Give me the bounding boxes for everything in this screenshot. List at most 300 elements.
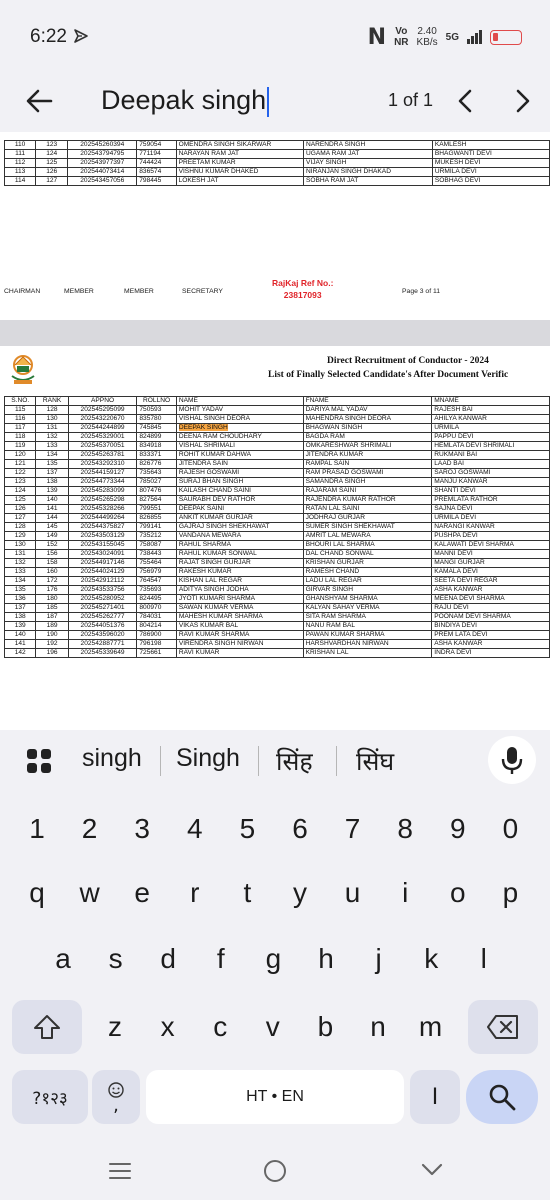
table-cell: ANKIT KUMAR GURJAR [176,514,303,523]
table-cell: 202545271401 [68,604,137,613]
table-cell: 764547 [137,577,176,586]
table-cell: VISHAL SINGH DEORA [176,415,303,424]
table-cell: RAJESH GOSWAMI [176,469,303,478]
table-cell: RAJARAM SAINI [303,487,432,496]
table-cell: 202543533756 [68,586,137,595]
key-4[interactable]: 4 [187,813,203,844]
table-cell: VANDANA MEWARA [176,532,303,541]
table-cell: 189 [36,622,68,631]
table-cell: 111 [5,150,36,159]
page1-table [4,140,550,186]
table-cell: MUKESH DEVI [432,159,549,168]
key-m[interactable]: m [418,1011,443,1042]
key-i[interactable]: i [402,877,409,908]
table-cell: RAKESH KUMAR [176,568,303,577]
table-cell: 202544773344 [68,478,137,487]
table-cell: 798445 [137,177,176,186]
table-cell: 804214 [137,622,176,631]
table-cell: 202542912112 [68,577,137,586]
table-row [5,586,550,595]
table-row [5,550,550,559]
table-cell: 112 [5,159,36,168]
signatory-member: MEMBER [64,288,94,295]
table-cell: 202545260394 [68,141,137,150]
table-cell: ADITYA SINGH JODHA [176,586,303,595]
table-cell: KAILASH CHAND SAINI [176,487,303,496]
table-cell: 202543024091 [68,550,137,559]
table-row [5,622,550,631]
table-cell: 142 [5,649,36,658]
document-title: Direct Recruitment of Conductor - 2024 [327,356,489,366]
key-t[interactable]: t [243,877,252,908]
table-row [5,604,550,613]
search-enter-key[interactable] [466,1070,538,1124]
table-cell: 124 [5,487,36,496]
table-cell: 799141 [137,523,176,532]
search-match-highlight: DEEPAK SINGH [178,424,228,431]
key-n[interactable]: n [370,1011,386,1042]
signatory-member: MEMBER [124,288,154,295]
table-cell: 202544375827 [68,523,137,532]
table-cell: VISHAL SHRIMALI [176,442,303,451]
table-cell: GIRVAR SINGH [303,586,432,595]
table-cell: 125 [36,159,68,168]
key-k[interactable]: k [424,943,439,974]
table-row [5,150,550,159]
column-header: FNAME [303,397,432,406]
key-0[interactable]: 0 [502,813,519,844]
table-cell: NANU RAM BAL [303,622,432,631]
table-cell: SAMANDRA SINGH [303,478,432,487]
table-cell: 172 [36,577,68,586]
table-cell: 824495 [137,595,176,604]
table-cell: 139 [36,487,68,496]
table-cell: BAGDA RAM [303,433,432,442]
table-cell: 129 [5,532,36,541]
table-cell: 128 [36,406,68,415]
table-cell: SITA RAM SHARMA [303,613,432,622]
table-cell: 745845 [137,424,176,433]
key-x[interactable]: x [160,1011,175,1042]
key-8[interactable]: 8 [397,813,413,844]
table-cell: 202543457056 [68,177,137,186]
table-cell: BHOURI LAL SHARMA [303,541,432,550]
table-cell: 824899 [137,433,176,442]
table-cell: RAHUL SHARMA [176,541,303,550]
table-cell: 202544499264 [68,514,137,523]
key-3[interactable]: 3 [134,813,150,844]
table-cell: LADU LAL REGAR [303,577,432,586]
table-cell: JODHRAJ GURJAR [303,514,432,523]
table-cell: HEMLATA DEVI SHRIMALI [432,442,550,451]
table-cell: PREMLATA RATHOR [432,496,550,505]
table-cell: 114 [5,177,36,186]
key-9[interactable]: 9 [450,813,466,844]
table-cell: 124 [36,150,68,159]
table-cell: 202544073414 [68,168,137,177]
next-match-button[interactable] [510,88,534,114]
table-cell [176,424,303,433]
pdf-page-4 [0,346,550,730]
shift-key[interactable] [12,1000,82,1054]
table-cell: ROHIT KUMAR DAHWA [176,451,303,460]
table-cell: 202544051376 [68,622,137,631]
key-c[interactable]: c [213,1011,228,1042]
table-cell: 123 [5,478,36,487]
table-row [5,505,550,514]
table-row [5,640,550,649]
table-cell: BHAGWAN SINGH [303,424,432,433]
column-header: RANK [36,397,68,406]
table-cell: SAURABH DEV RATHOR [176,496,303,505]
document-viewer[interactable] [0,132,550,730]
table-cell: OMENDRA SINGH SIKARWAR [176,141,303,150]
table-cell: RATAN LAL SAINI [303,505,432,514]
table-cell: 202543220670 [68,415,137,424]
table-cell: 160 [36,568,68,577]
key-y[interactable]: y [293,877,307,908]
key-o[interactable]: o [450,877,466,908]
table-cell: MAHESH KUMAR SHARMA [176,613,303,622]
key-j[interactable]: j [375,943,382,974]
text-cursor [267,87,269,117]
table-row [5,559,550,568]
table-row [5,514,550,523]
table-cell: 190 [36,631,68,640]
key-l[interactable]: l [480,943,487,974]
table-cell: GAJRAJ SINGH SHEKHAWAT [176,523,303,532]
speed-unit: KB/s [416,37,438,48]
table-cell: RAJENDRA KUMAR RATHOR [303,496,432,505]
table-cell: 834918 [137,442,176,451]
find-in-page-bar [0,76,550,132]
key-d[interactable]: d [160,943,176,974]
table-row [5,433,550,442]
table-cell: 137 [5,604,36,613]
table-cell: SURAJ BHAN SINGH [176,478,303,487]
table-cell: VISHNU KUMAR DHAKED [176,168,303,177]
table-cell: 202545263781 [68,451,137,460]
table-cell: 141 [5,640,36,649]
table-cell: 140 [36,496,68,505]
table-cell: 115 [5,406,36,415]
table-cell: 755464 [137,559,176,568]
table-cell: RUKMANI BAI [432,451,550,460]
search-query: Deepak singh [101,85,267,115]
key-1[interactable]: 1 [29,813,45,844]
table-cell: SHANTI DEVI [432,487,550,496]
send-arrow-icon [72,27,90,45]
table-cell: 807476 [137,487,176,496]
table-cell: 133 [5,568,36,577]
table-cell: RAJU DEVI [432,604,550,613]
key-p[interactable]: p [502,877,519,908]
table-cell: BINDIYA DEVI [432,622,550,631]
table-cell: 141 [36,505,68,514]
key-r[interactable]: r [190,877,200,908]
table-cell: SAROJ GOSWAMI [432,469,550,478]
key-e[interactable]: e [134,877,150,908]
table-cell: 202545283099 [68,487,137,496]
table-cell: 137 [36,469,68,478]
battery-icon [490,30,522,45]
backspace-key[interactable] [468,1000,538,1054]
table-cell: SUMER SINGH SHEKHAWAT [303,523,432,532]
key-b[interactable]: b [317,1011,334,1042]
table-cell: 123 [36,141,68,150]
table-cell: DARIYA MAL YADAV [303,406,432,415]
table-cell: 130 [36,415,68,424]
table-cell: 202545339649 [68,649,137,658]
emoji-comma-key[interactable] [92,1070,140,1124]
table-cell: 152 [36,541,68,550]
ref-label: RajKaj Ref No.: [272,278,334,288]
table-cell: 149 [36,532,68,541]
table-cell: 140 [5,631,36,640]
space-bar[interactable] [146,1070,404,1124]
table-row [5,442,550,451]
key-s[interactable]: s [108,943,123,974]
speed-value: 2.40 [417,26,437,37]
column-header: NAME [176,397,303,406]
table-cell: JYOTI KUMARI SHARMA [176,595,303,604]
table-cell: 202544159127 [68,469,137,478]
table-cell: PAPPU DEVI [432,433,550,442]
nav-back-icon[interactable] [420,1160,444,1180]
cursor-key[interactable]: I [410,1070,460,1124]
voice-input-button[interactable] [488,736,536,784]
table-cell: 130 [5,541,36,550]
symbols-key[interactable]: ?१२३ [12,1070,88,1124]
table-cell: KALAWATI DEVI SHARMA [432,541,550,550]
table-cell: 735643 [137,469,176,478]
table-cell: 735212 [137,532,176,541]
divider [160,746,161,776]
table-row [5,523,550,532]
table-cell: 116 [5,415,36,424]
table-row [5,595,550,604]
suggestion-2[interactable]: Singh [176,744,240,772]
key-h[interactable]: h [318,943,334,974]
table-row [5,631,550,640]
table-row [5,496,550,505]
microphone-icon [488,736,536,784]
table-cell: VIKAS KUMAR BAL [176,622,303,631]
table-cell: RAJESH BAI [432,406,550,415]
table-cell: 139 [5,622,36,631]
status-bar [0,0,550,76]
signatory-chairman: CHAIRMAN [4,288,41,295]
key-2[interactable]: 2 [81,813,98,844]
apps-grid-icon[interactable] [26,748,52,774]
table-row [5,159,550,168]
status-right [368,24,522,50]
table-cell: 196 [36,649,68,658]
suggestion-1[interactable]: singh [82,744,142,772]
table-row [5,177,550,186]
table-cell: 135 [5,586,36,595]
table-row [5,141,550,150]
table-row [5,424,550,433]
table-cell: 192 [36,640,68,649]
table-cell: 784031 [137,613,176,622]
table-cell: JITENDRA KUMAR [303,451,432,460]
table-cell: 835780 [137,415,176,424]
table-cell: 120 [5,451,36,460]
table-cell: 134 [5,577,36,586]
table-cell: OMKARESHWAR SHRIMALI [303,442,432,451]
table-cell: PAWAN KUMAR SHARMA [303,631,432,640]
previous-match-button[interactable] [454,88,478,114]
table-row [5,541,550,550]
table-cell: 126 [36,168,68,177]
document-subtitle: List of Finally Selected Candidate's After Document Verific [268,370,509,380]
table-cell: PREETAM KUMAR [176,159,303,168]
table-cell: 121 [5,460,36,469]
table-cell: SEETA DEVI REGAR [432,577,550,586]
table-cell: DEENA RAM CHOUDHARY [176,433,303,442]
table-cell: MOHIT YADAV [176,406,303,415]
selected-candidates-table [4,396,550,658]
table-cell: LOKESH JAT [176,177,303,186]
table-cell: 132 [36,433,68,442]
table-cell: NARAYAN RAM JAT [176,150,303,159]
search-input[interactable] [101,85,269,117]
table-cell: 158 [36,559,68,568]
key-6[interactable]: 6 [292,813,308,844]
table-row [5,469,550,478]
key-v[interactable]: v [265,1011,280,1042]
ref-number: 23817093 [283,290,322,300]
table-cell: 131 [36,424,68,433]
table-cell: NARANGI KANWAR [432,523,550,532]
key-7[interactable]: 7 [344,813,361,844]
table-cell: 202543292310 [68,460,137,469]
table-cell: 187 [36,613,68,622]
table-cell: 132 [5,559,36,568]
volte-indicator [394,26,408,48]
key-g[interactable]: g [265,943,282,974]
table-cell: 202545280952 [68,595,137,604]
recent-apps-icon[interactable] [108,1162,132,1180]
suggestion-3[interactable]: सिंह [276,747,313,776]
table-cell: 833371 [137,451,176,460]
table-cell: 113 [5,168,36,177]
table-cell: VIJAY SINGH [303,159,432,168]
table-row [5,415,550,424]
table-cell: 202543503129 [68,532,137,541]
table-cell: 738443 [137,550,176,559]
table-cell: AMRIT LAL MEWARA [303,532,432,541]
network-type: 5G [445,31,459,43]
table-cell: 800970 [137,604,176,613]
table-cell: URMILA DEVI [432,514,550,523]
table-cell: 799551 [137,505,176,514]
key-a[interactable]: a [55,943,71,974]
table-cell: 138 [5,613,36,622]
nfc-icon: N [367,24,387,50]
suggestion-strip [0,730,550,792]
table-cell: 759054 [137,141,176,150]
column-header: APPNO [68,397,137,406]
system-navigation-bar [0,1140,550,1200]
table-row [5,478,550,487]
table-cell: 202545295099 [68,406,137,415]
key-w[interactable]: w [79,877,100,908]
search-icon [487,1082,517,1112]
table-row [5,649,550,658]
table-cell: 131 [5,550,36,559]
table-cell: NARENDRA SINGH [303,141,432,150]
table-cell: 202544917146 [68,559,137,568]
back-arrow-icon[interactable] [24,86,54,116]
table-cell: SOBHAG DEVI [432,177,549,186]
table-cell: 118 [5,433,36,442]
table-cell: RAVI KUMAR [176,649,303,658]
table-cell: 128 [5,523,36,532]
table-cell: 202545329001 [68,433,137,442]
key-5[interactable]: 5 [239,813,256,844]
table-cell: LAAD BAI [432,460,550,469]
table-cell: 756979 [137,568,176,577]
table-cell: BHAGWANTI DEVI [432,150,549,159]
table-cell: 758087 [137,541,176,550]
table-row [5,487,550,496]
key-f[interactable]: f [216,943,225,974]
table-cell: 127 [5,514,36,523]
table-cell: 836574 [137,168,176,177]
table-cell: 826855 [137,514,176,523]
suggestion-4[interactable]: सिंघ [356,747,395,776]
table-header-row [5,397,550,406]
table-row [5,568,550,577]
table-row [5,613,550,622]
network-speed [417,26,438,48]
table-cell: 725661 [137,649,176,658]
table-cell: KALYAN SAHAY VERMA [303,604,432,613]
table-cell: UGAMA RAM JAT [303,150,432,159]
table-cell: GHANSHYAM SHARMA [303,595,432,604]
signal-icon [467,30,482,44]
table-cell: PREM LATA DEVI [432,631,550,640]
table-row [5,532,550,541]
table-cell: KRISHAN LAL [303,649,432,658]
table-cell: MEENA DEVI SHARMA [432,595,550,604]
table-cell: 138 [36,478,68,487]
comma-label: , [113,1095,119,1116]
key-z[interactable]: z [108,1011,122,1042]
table-cell: 145 [36,523,68,532]
table-cell: RAMPAL SAIN [303,460,432,469]
table-row [5,168,550,177]
table-cell: RAM PRASAD GOSWAMI [303,469,432,478]
table-cell: 202545262777 [68,613,137,622]
status-time: 6:22 [30,26,67,47]
table-cell: 117 [5,424,36,433]
table-cell: 127 [36,177,68,186]
table-cell: NIRANJAN SINGH DHAKAD [303,168,432,177]
table-cell: DEEPAK SAINI [176,505,303,514]
table-cell: 134 [36,451,68,460]
key-q[interactable]: q [29,877,45,908]
key-u[interactable]: u [344,877,361,908]
rajkaj-ref [272,278,333,300]
page-number: Page 3 of 11 [402,288,441,295]
table-cell: 202544244899 [68,424,137,433]
table-cell: 827564 [137,496,176,505]
table-cell: 119 [5,442,36,451]
home-button[interactable] [264,1160,286,1182]
